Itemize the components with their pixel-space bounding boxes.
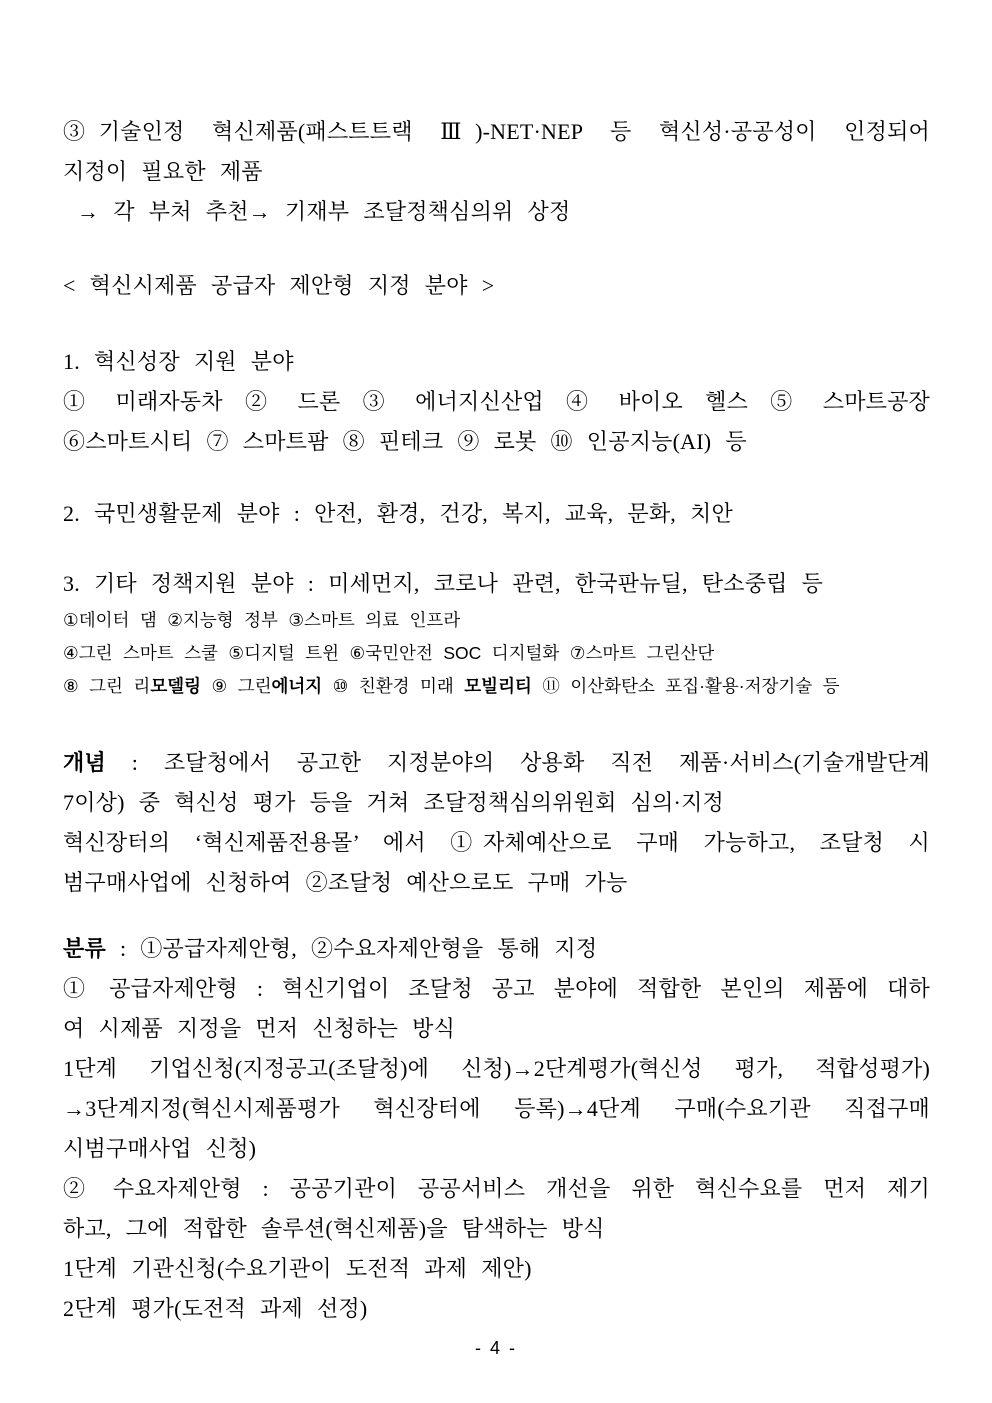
concept-paragraph xyxy=(63,743,930,903)
field1-items-line-1: ① 미래자동차 ② 드론 ③ 에너지신산업 ④ 바이오 헬스 ⑤ 스마트공장 xyxy=(63,389,930,414)
concept-label: 개념 xyxy=(63,750,106,775)
sub3-seg1: ⑧ 그린 리 xyxy=(63,676,151,696)
fasttrack-paragraph xyxy=(63,112,930,232)
field3-sub-line-2: ④그린 스마트 스쿨 ⑤디지털 트윈 ⑥국민안전 SOC 디지털화 ⑦스마트 그린산단 xyxy=(63,643,715,663)
supplier-step-line-2: →3단계지정(혁신시제품평가 혁신장터에 등록)→4단계 구매(수요기관 직접구매 xyxy=(63,1096,930,1121)
field3-sub-line-3 xyxy=(63,670,930,703)
field1-title: 1. 혁신성장 지원 분야 xyxy=(63,349,294,374)
supplier-type-line-2: 여 시제품 지정을 먼저 신청하는 방식 xyxy=(63,1016,456,1041)
sub3-seg2-bold: 모델링 xyxy=(150,676,202,696)
classification-line-1-rest: : ①공급자제안형, ②수요자제안형을 통해 지정 xyxy=(105,936,598,961)
demand-type-line-2: 하고, 그에 적합한 솔루션(혁신제품)을 탐색하는 방식 xyxy=(63,1216,605,1241)
field3-title: 3. 기타 정책지원 분야 : 미세먼지, 코로나 관련, 한국판뉴딜, 탄소중립 등 xyxy=(63,571,824,596)
sub3-seg6-bold: 모빌리티 xyxy=(464,676,532,696)
field2-title: 2. 국민생활문제 분야 : 안전, 환경, 건강, 복지, 교육, 문화, 치안 xyxy=(63,501,733,526)
supplier-type-line-1: ① 공급자제안형 : 혁신기업이 조달청 공고 분야에 적합한 본인의 제품에 대하 xyxy=(63,976,930,1001)
concept-line-2: 7이상) 중 혁신성 평가 등을 거쳐 조달정책심의위원회 심의·지정 xyxy=(63,790,724,815)
field1-items-line-2: ⑥스마트시티 ⑦ 스마트팜 ⑧ 핀테크 ⑨ 로봇 ⑩ 인공지능(AI) 등 xyxy=(63,429,747,454)
classification-label: 분류 xyxy=(63,936,106,961)
fasttrack-procedure-line: → 각 부처 추천→ 기재부 조달정책심의위 상정 xyxy=(77,199,571,224)
classification-line-1 xyxy=(63,929,930,969)
sub3-seg7: ⑪ 이산화탄소 포집·활용·저장기술 등 xyxy=(531,676,840,696)
demand-type-line-1: ② 수요자제안형 : 공공기관이 공공서비스 개선을 위한 혁신수요를 먼저 제기 xyxy=(63,1176,930,1201)
sub3-seg3: ⑨ 그린 xyxy=(201,676,272,696)
field3-sub-line-1: ①데이터 댐 ②지능형 정부 ③스마트 의료 인프라 xyxy=(63,610,461,630)
concept-line-1-rest: : 조달청에서 공고한 지정분야의 상용화 직전 제품·서비스(기술개발단계 xyxy=(105,750,930,775)
concept-line-3: 혁신장터의 ‘혁신제품전용몰’ 에서 ①자체예산으로 구매 가능하고, 조달청 시 xyxy=(63,830,930,855)
fasttrack-line-2: 지정이 필요한 제품 xyxy=(63,159,263,184)
concept-line-1 xyxy=(63,743,930,783)
fasttrack-line-1: ③기술인정 혁신제품(패스트트랙 Ⅲ)-NET·NEP 등 혁신성·공공성이 인정되어 xyxy=(63,119,930,144)
supplier-step-line-1: 1단계 기업신청(지정공고(조달청)에 신청)→2단계평가(혁신성 평가, 적합성평가) xyxy=(63,1056,930,1081)
sub3-seg5: ⑩ 친환경 미래 xyxy=(322,676,465,696)
page-number: - 4 - xyxy=(474,1338,517,1358)
supplier-step-line-3: 시범구매사업 신청) xyxy=(63,1136,257,1161)
sub3-seg4-bold: 에너지 xyxy=(271,676,323,696)
demand-step-line-2: 2단계 평가(도전적 과제 선정) xyxy=(63,1296,368,1321)
demand-step-line-1: 1단계 기관신청(수요기관이 도전적 과제 제안) xyxy=(63,1256,532,1281)
section-heading: < 혁신시제품 공급자 제안형 지정 분야 > xyxy=(63,273,495,298)
field1-growth-support xyxy=(63,342,930,462)
concept-line-4: 범구매사업에 신청하여 ②조달청 예산으로도 구매 가능 xyxy=(63,870,628,895)
classification-paragraph xyxy=(63,929,930,1329)
field2-public-life xyxy=(63,494,930,534)
field3-other-policy xyxy=(63,564,930,703)
